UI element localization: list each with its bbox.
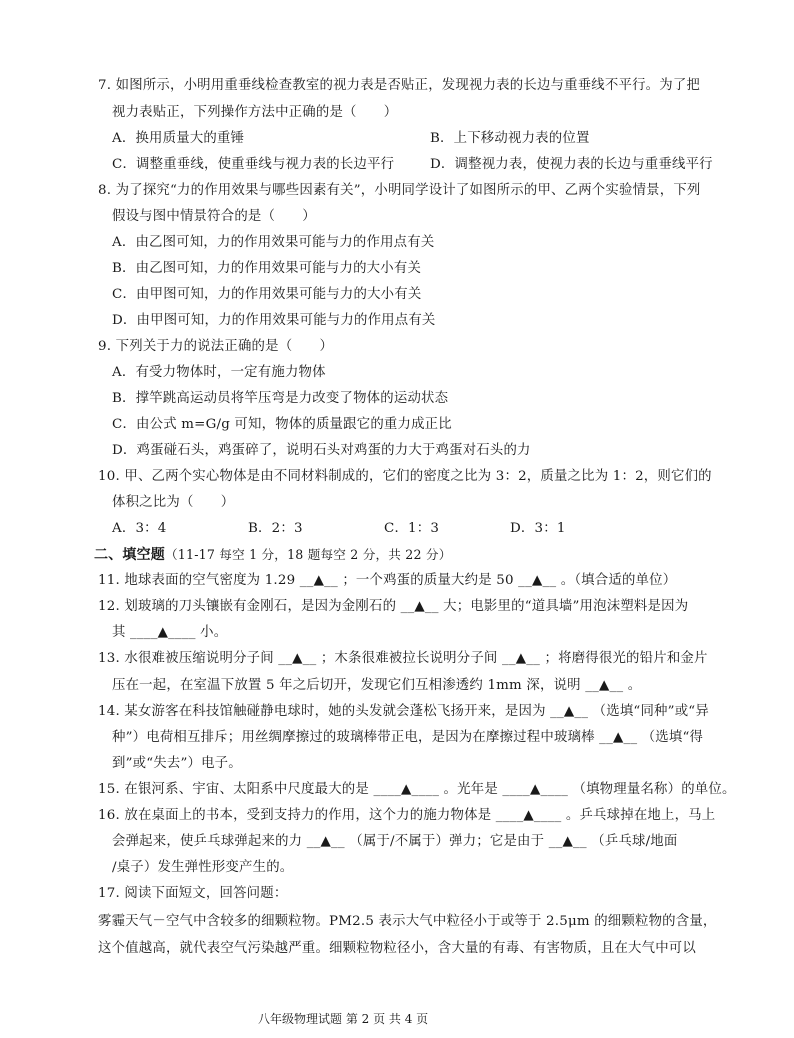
line-q17b: 雾霾天气－空气中含较多的细颗粒物。PM2.5 表示大气中粒径小于或等于 2.5μm 的细颗粒物的含量，: [98, 914, 717, 929]
line-q12a: 12. 划玻璃的刀头镶嵌有金刚石，是因为金刚石的 __▲__ 大；电影里的“道具墙”用泡沫塑料是因为: [98, 599, 689, 614]
line-q8C: C．由甲图可知，力的作用效果可能与力的大小有关: [112, 287, 422, 302]
line-q8B: B．由乙图可知，力的作用效果可能与力的大小有关: [112, 261, 422, 276]
line-q7D: D．调整视力表，使视力表的长边与重垂线平行: [430, 157, 713, 172]
line-q7B: B．上下移动视力表的位置: [430, 131, 590, 146]
line-q7C: C．调整重垂线，使重垂线与视力表的长边平行: [112, 157, 395, 172]
line-q12b: 其 ____▲____ 小。: [112, 625, 228, 640]
line-q8b: 假设与图中情景符合的是（ ）: [112, 209, 316, 224]
line-q9a: 9. 下列关于力的说法正确的是（ ）: [98, 339, 334, 354]
line-q17c: 这个值越高，就代表空气污染越严重。细颗粒物粒径小，含大量的有毒、有害物质，且在大气中可以: [98, 941, 696, 956]
section-2-note: （11-17 每空 1 分，18 题每空 2 分，共 22 分）: [165, 547, 452, 562]
line-q15: 15. 在银河系、宇宙、太阳系中尺度最大的是 ____▲____ 。光年是 ____▲____ （填物理量名称）的单位。: [98, 782, 736, 797]
line-q9D: D．鸡蛋碰石头，鸡蛋碎了，说明石头对鸡蛋的力大于鸡蛋对石头的力: [112, 443, 531, 458]
line-q10b: 体积之比为（ ）: [112, 495, 235, 510]
line-q17a: 17. 阅读下面短文，回答问题：: [98, 886, 288, 901]
line-q8D: D．由甲图可知，力的作用效果可能与力的作用点有关: [112, 313, 436, 328]
line-q7a: 7. 如图所示，小明用重垂线检查教室的视力表是否贴正，发现视力表的长边与重垂线不平行。为了把: [98, 78, 701, 93]
section-2-heading: [94, 546, 452, 564]
line-q9B: B．撑竿跳高运动员将竿压弯是力改变了物体的运动状态: [112, 391, 449, 406]
line-q7A: A．换用质量大的重锤: [112, 131, 245, 146]
line-q10B: B．2：3: [248, 521, 303, 536]
line-q16b: 会弹起来，使乒乓球弹起来的力 __▲__ （属于/不属于）弹力；它是由于 __▲__ （乒乓球/地面: [112, 834, 678, 849]
line-q16c: /桌子）发生弹性形变产生的。: [112, 860, 294, 875]
line-q7b: 视力表贴正，下列操作方法中正确的是（ ）: [112, 105, 398, 120]
line-q14c: 到”或“失去”）电子。: [112, 756, 242, 771]
line-q10A: A．3：4: [112, 521, 167, 536]
line-q8A: A．由乙图可知，力的作用效果可能与力的作用点有关: [112, 235, 435, 250]
line-q16a: 16. 放在桌面上的书本，受到支持力的作用，这个力的施力物体是 ____▲____ 。乒乓球掉在地上，马上: [98, 808, 716, 823]
line-q14b: 种”）电荷相互排斥；用丝绸摩擦过的玻璃棒带正电，是因为在摩擦过程中玻璃棒 __▲__ （选填“得: [112, 730, 704, 745]
line-q11: 11. 地球表面的空气密度为 1.29 __▲__ ；一个鸡蛋的质量大约是 50 __▲__ 。（填合适的单位）: [98, 573, 677, 588]
line-q10a: 10. 甲、乙两个实心物体是由不同材料制成的，它们的密度之比为 3：2，质量之比为 1：2，则它们的: [98, 469, 712, 484]
line-q14a: 14. 某女游客在科技馆触碰静电球时，她的头发就会蓬松飞扬开来，是因为 __▲__ （选填“同种”或“异: [98, 704, 709, 719]
line-q8a: 8. 为了探究“力的作用效果与哪些因素有关”，小明同学设计了如图所示的甲、乙两个实验情景，下列: [98, 183, 701, 198]
section-2-title: 二、填空题: [94, 547, 165, 563]
line-q13b: 压在一起，在室温下放置 5 年之后切开，发现它们互相渗透约 1mm 深，说明 __▲__ 。: [112, 678, 642, 693]
line-q9C: C．由公式 m=G/g 可知，物体的质量跟它的重力成正比: [112, 417, 452, 432]
line-q10C: C．1：3: [384, 521, 440, 536]
page-footer: 八年级物理试题 第 2 页 共 4 页: [258, 1012, 429, 1026]
line-q13a: 13. 水很难被压缩说明分子间 __▲__ ；木条很难被拉长说明分子间 __▲__ ；将磨得很光的铅片和金片: [98, 651, 708, 666]
line-q9A: A．有受力物体时，一定有施力物体: [112, 365, 326, 380]
line-q10D: D．3：1: [510, 521, 566, 536]
